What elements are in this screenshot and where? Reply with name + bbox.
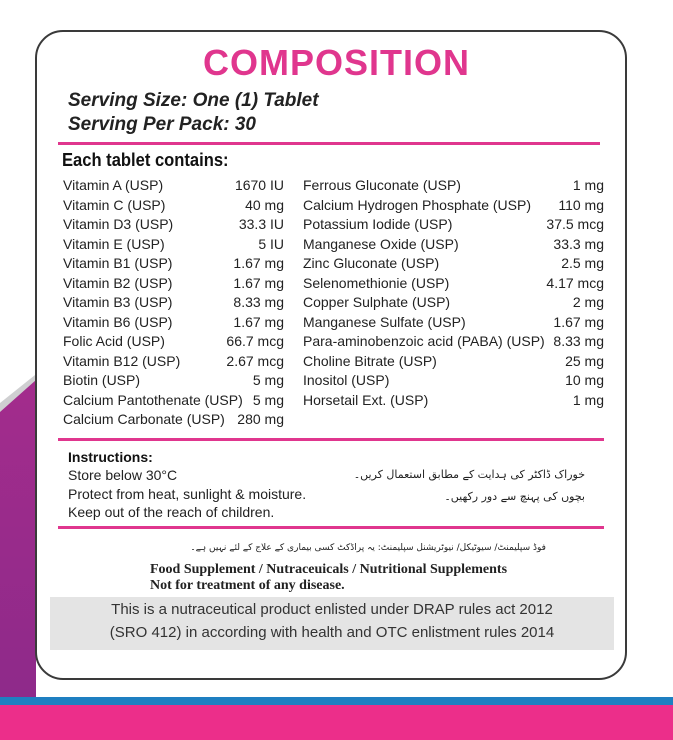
ingredient-row — [63, 254, 284, 274]
ingredient-amount: 1 mg — [572, 391, 604, 408]
ingredient-amount: 33.3 IU — [238, 216, 284, 232]
ingredient-name: Manganese Sulfate (USP) — [303, 313, 466, 330]
ingredient-amount: 8.33 mg — [553, 333, 604, 349]
ingredient-row — [303, 352, 604, 372]
ingredient-row — [303, 254, 604, 274]
ingredient-amount: 1.67 mg — [233, 313, 284, 330]
ingredient-row — [303, 196, 604, 216]
footer-pink-band — [0, 705, 673, 740]
ingredient-row — [303, 332, 604, 352]
not-for-treatment-line: Not for treatment of any disease. — [150, 578, 345, 593]
ingredient-row — [303, 176, 604, 196]
ingredient-name: Vitamin B2 (USP) — [63, 274, 173, 291]
ingredient-name: Para-aminobenzoic acid (PABA) (USP) — [303, 333, 545, 349]
decor-purple-shape — [0, 380, 36, 700]
ingredient-row — [63, 410, 284, 430]
ingredient-name: Biotin (USP) — [63, 372, 141, 388]
ingredient-amount: 2.67 mcg — [226, 352, 284, 369]
serving-per-pack: Serving Per Pack: 30 — [68, 114, 256, 135]
ingredient-amount: 33.3 mg — [553, 235, 604, 252]
ingredient-name: Calcium Carbonate (USP) — [63, 411, 225, 427]
ingredient-row — [63, 274, 284, 294]
ingredient-row — [63, 235, 284, 255]
instruction-children: Keep out of the reach of children. — [68, 504, 275, 520]
ingredient-row — [303, 313, 604, 333]
ingredient-row — [303, 215, 604, 235]
ingredient-list-left — [63, 176, 284, 430]
ingredient-amount: 1670 IU — [234, 177, 284, 193]
ingredient-amount: 8.33 mg — [233, 294, 284, 310]
ingredient-name: Ferrous Gluconate (USP) — [303, 177, 461, 193]
ingredient-amount: 40 mg — [245, 196, 284, 213]
serving-size: Serving Size: One (1) Tablet — [68, 90, 319, 111]
ingredient-amount: 1.67 mg — [233, 274, 284, 291]
ingredient-amount: 25 mg — [565, 352, 604, 369]
ingredient-name: Vitamin B1 (USP) — [63, 255, 173, 271]
ingredient-name: Zinc Gluconate (USP) — [303, 255, 440, 271]
ingredient-row — [63, 332, 284, 352]
page-title: COMPOSITION — [202, 42, 470, 83]
ingredient-amount: 1.67 mg — [233, 255, 284, 271]
urdu-children-warning: بچوں کی پہنچ سے دور رکھیں۔ — [444, 490, 585, 503]
ingredient-row — [63, 352, 284, 372]
ingredient-name: Vitamin A (USP) — [63, 177, 164, 193]
urdu-supplement-disclaimer: فوڈ سپلیمنٹ/ سیوٹیکل/ نیوٹریشنل سپلیمنٹ: یہ پراڈکٹ کسی بیماری کے علاج کے لئے نہیں ہے۔ — [190, 543, 546, 553]
ingredient-amount: 2 mg — [572, 294, 604, 310]
ingredient-name: Vitamin B6 (USP) — [63, 313, 173, 330]
instructions-heading: Instructions: — [68, 449, 153, 465]
ingredient-amount: 5 IU — [258, 235, 284, 252]
ingredient-amount: 5 mg — [252, 372, 284, 388]
ingredient-amount: 1 mg — [572, 177, 604, 193]
ingredient-name: Inositol (USP) — [303, 372, 390, 388]
ingredient-amount: 4.17 mcg — [546, 274, 604, 291]
ingredient-name: Manganese Oxide (USP) — [303, 235, 459, 252]
ingredient-name: Vitamin B3 (USP) — [63, 294, 173, 310]
ingredient-row — [303, 293, 604, 313]
ingredient-name: Folic Acid (USP) — [63, 333, 165, 349]
ingredient-amount: 2.5 mg — [561, 255, 604, 271]
ingredient-row — [63, 371, 284, 391]
ingredient-amount: 66.7 mcg — [226, 333, 284, 349]
ingredient-row — [63, 391, 284, 411]
ingredient-amount: 10 mg — [565, 372, 604, 388]
ingredient-name: Copper Sulphate (USP) — [303, 294, 451, 310]
ingredient-amount: 280 mg — [237, 411, 284, 427]
instruction-protect: Protect from heat, sunlight & moisture. — [68, 486, 307, 502]
ingredient-name: Horsetail Ext. (USP) — [303, 391, 429, 408]
ingredient-amount: 37.5 mcg — [546, 216, 604, 232]
ingredient-row — [63, 215, 284, 235]
divider-top — [58, 142, 600, 145]
urdu-dosage-instruction: خوراک ڈاکٹر کی ہدایت کے مطابق استعمال کریں۔ — [353, 468, 585, 481]
ingredient-row — [303, 391, 604, 411]
ingredient-name: Vitamin C (USP) — [63, 196, 166, 213]
ingredient-name: Vitamin E (USP) — [63, 235, 165, 252]
ingredient-row — [63, 313, 284, 333]
ingredient-name: Choline Bitrate (USP) — [303, 352, 437, 369]
ingredient-amount: 110 mg — [558, 196, 604, 213]
ingredient-name: Vitamin B12 (USP) — [63, 352, 181, 369]
drap-notice-line2: (SRO 412) in according with health and OTC enlistment rules 2014 — [109, 624, 555, 641]
ingredient-row — [303, 274, 604, 294]
ingredient-row — [63, 176, 284, 196]
each-tablet-heading: Each tablet contains: — [62, 150, 229, 170]
ingredient-name: Potassium Iodide (USP) — [303, 216, 453, 232]
ingredient-amount: 5 mg — [252, 391, 284, 408]
food-supplement-line: Food Supplement / Nutraceuicals / Nutritional Supplements — [150, 562, 508, 577]
divider-middle — [58, 438, 604, 441]
ingredient-row — [303, 371, 604, 391]
ingredient-name: Selenomethionie (USP) — [303, 274, 450, 291]
divider-lower — [58, 526, 604, 529]
ingredient-list-right — [303, 176, 604, 410]
ingredient-amount: 1.67 mg — [553, 313, 604, 330]
instruction-storage: Store below 30°C — [68, 467, 178, 483]
ingredient-row — [303, 235, 604, 255]
drap-notice-line1: This is a nutraceutical product enlisted under DRAP rules act 2012 — [111, 601, 553, 618]
ingredient-name: Vitamin D3 (USP) — [63, 216, 174, 232]
ingredient-row — [63, 196, 284, 216]
ingredient-name: Calcium Pantothenate (USP) — [63, 391, 243, 408]
ingredient-row — [63, 293, 284, 313]
footer-blue-band — [0, 697, 673, 705]
ingredient-name: Calcium Hydrogen Phosphate (USP) — [303, 196, 531, 213]
